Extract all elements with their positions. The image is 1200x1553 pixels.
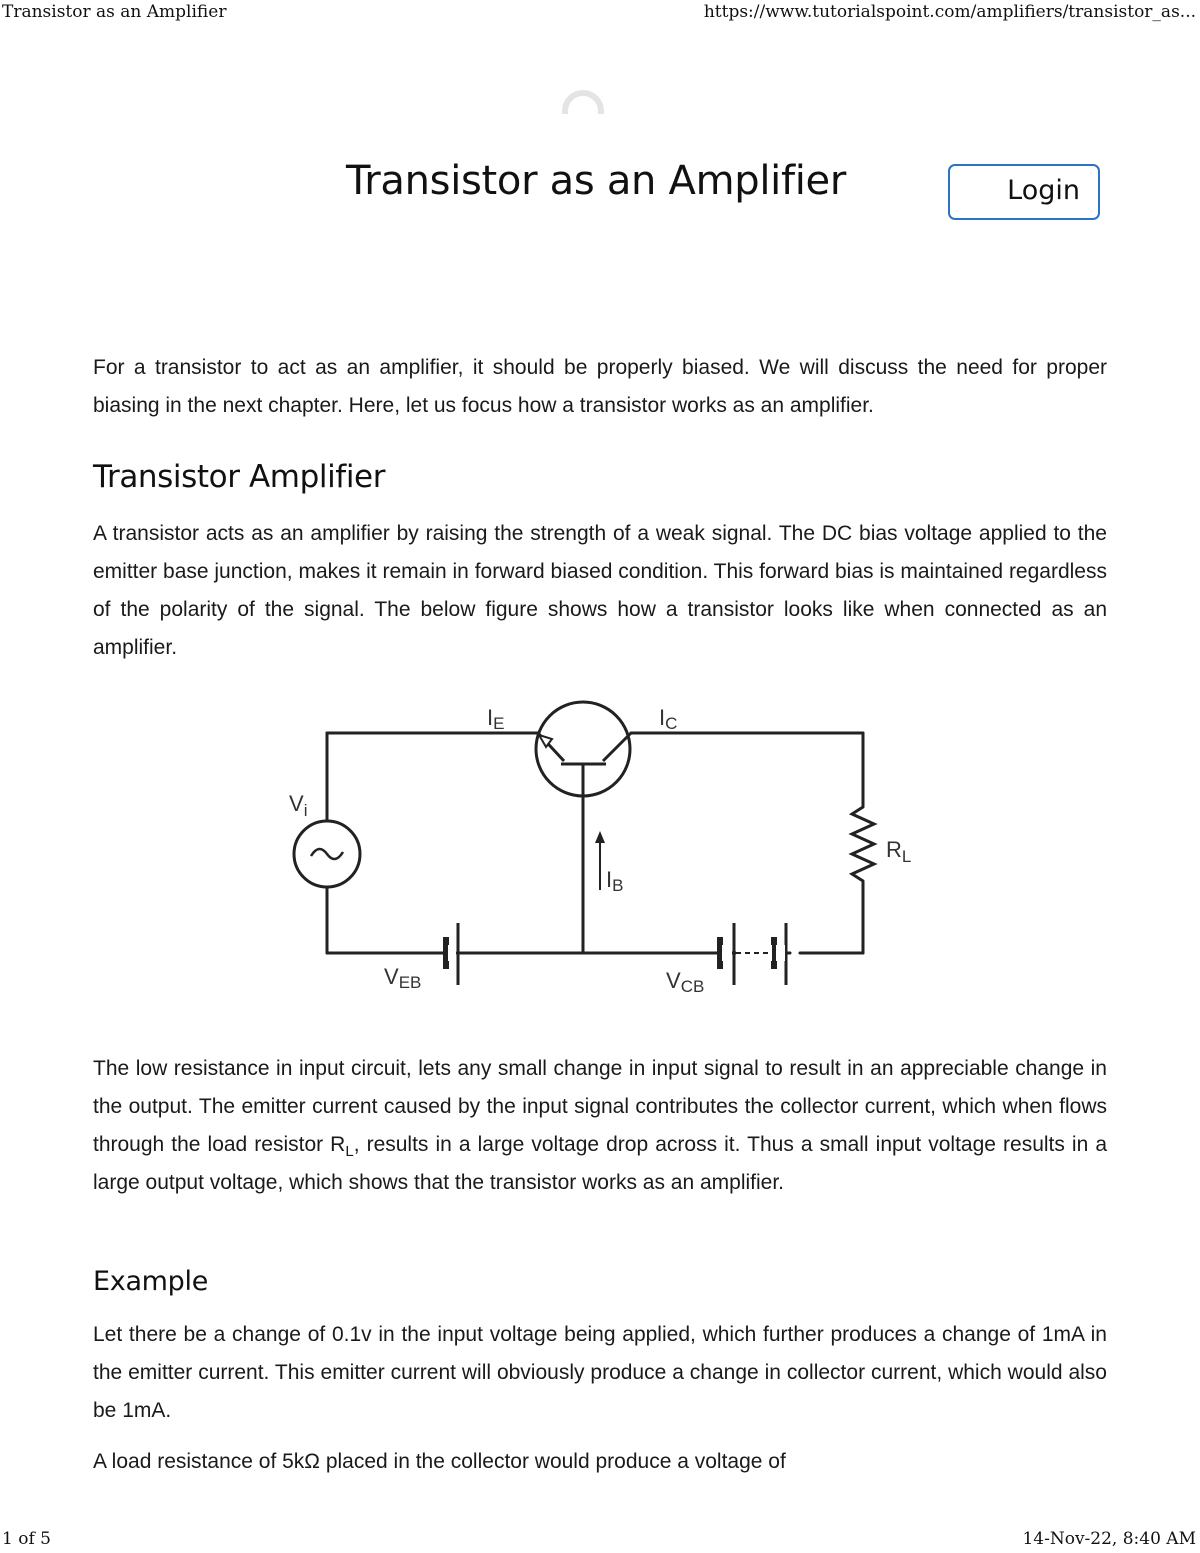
label-rl: R xyxy=(886,837,902,862)
example-body-2 xyxy=(93,1443,1107,1481)
output-paragraph-subscript: L xyxy=(345,1143,354,1161)
transistor-amplifier-section xyxy=(93,459,1107,495)
transistor-amplifier-body xyxy=(93,515,1107,667)
print-footer-page: 1 of 5 xyxy=(2,1529,51,1549)
section-heading-transistor-amplifier: Transistor Amplifier xyxy=(93,459,386,495)
base-current-arrow-icon xyxy=(595,831,605,890)
circuit-svg xyxy=(270,695,930,1005)
load-resistor-icon xyxy=(852,807,874,881)
svg-text:IB xyxy=(606,867,623,895)
print-footer-datetime: 14-Nov-22, 8:40 AM xyxy=(1022,1529,1196,1549)
example-body xyxy=(93,1316,1107,1430)
loading-spinner-icon xyxy=(561,88,607,114)
transistor-amplifier-paragraph: A transistor acts as an amplifier by raising the strength of a weak signal. The DC bias voltage applied to the emitter base junction, makes it remain in forward biased condition. This forward bias is maintained regardless of the polarity of the signal. The below figure shows how a transistor looks like when connected as an amplifier. xyxy=(93,522,1107,659)
example-paragraph-1: Let there be a change of 0.1v in the input voltage being applied, which further produces a change of 1mA in the emitter current. This emitter current will obviously produce a change in collector current, which would also be 1mA. xyxy=(93,1323,1107,1422)
output-paragraph-text-2: , results in a large voltage drop across it. Thus a small input voltage results in a large output voltage, which shows that the transistor works as an amplifier. xyxy=(93,1133,1107,1194)
label-veb: V xyxy=(384,964,399,989)
label-vcb: V xyxy=(666,968,681,993)
print-header-url[interactable]: https://www.tutorialspoint.com/amplifiers/transistor_as... xyxy=(703,2,1196,22)
svg-text:VCB xyxy=(666,968,704,996)
label-ic-sub: C xyxy=(665,714,678,733)
output-paragraph xyxy=(93,1050,1107,1202)
section-heading-example: Example xyxy=(93,1266,209,1297)
label-veb-sub: EB xyxy=(398,973,422,992)
label-vi-sub: i xyxy=(303,801,308,820)
print-footer xyxy=(0,1529,1200,1549)
print-header-title: Transistor as an Amplifier xyxy=(2,2,227,22)
login-button[interactable]: Login xyxy=(948,164,1100,220)
label-vi: V xyxy=(289,791,304,816)
page-title: Transistor as an Amplifier xyxy=(345,158,846,204)
print-header xyxy=(0,2,1200,22)
label-ib: I xyxy=(606,867,613,892)
intro-section xyxy=(93,349,1107,425)
example-section xyxy=(93,1266,1107,1297)
label-vcb-sub: CB xyxy=(680,977,705,996)
svg-text:VEB xyxy=(384,964,421,992)
svg-text:IE xyxy=(487,705,504,733)
output-paragraph-text-1: The low resistance in input circuit, lets any small change in input signal to result in an appreciable change in the output. The emitter current caused by the input signal contributes the collector current, which when flows through the load resistor R xyxy=(93,1057,1107,1156)
label-rl-sub: L xyxy=(901,847,912,866)
svg-text:RL xyxy=(886,837,911,866)
label-ie-sub: E xyxy=(493,714,505,733)
amplifier-circuit-diagram xyxy=(270,695,930,1005)
svg-text:Vi xyxy=(289,791,307,820)
svg-text:IC xyxy=(659,705,677,733)
example-paragraph-2: A load resistance of 5kΩ placed in the collector would produce a voltage of xyxy=(93,1450,786,1473)
intro-paragraph: For a transistor to act as an amplifier, it should be properly biased. We will discuss the need for proper biasing in the next chapter. Here, let us focus how a transistor works as an amplifier. xyxy=(93,356,1107,417)
output-section xyxy=(93,1050,1107,1202)
label-ie: I xyxy=(487,705,494,730)
label-ib-sub: B xyxy=(612,876,624,895)
label-ic: I xyxy=(659,705,666,730)
